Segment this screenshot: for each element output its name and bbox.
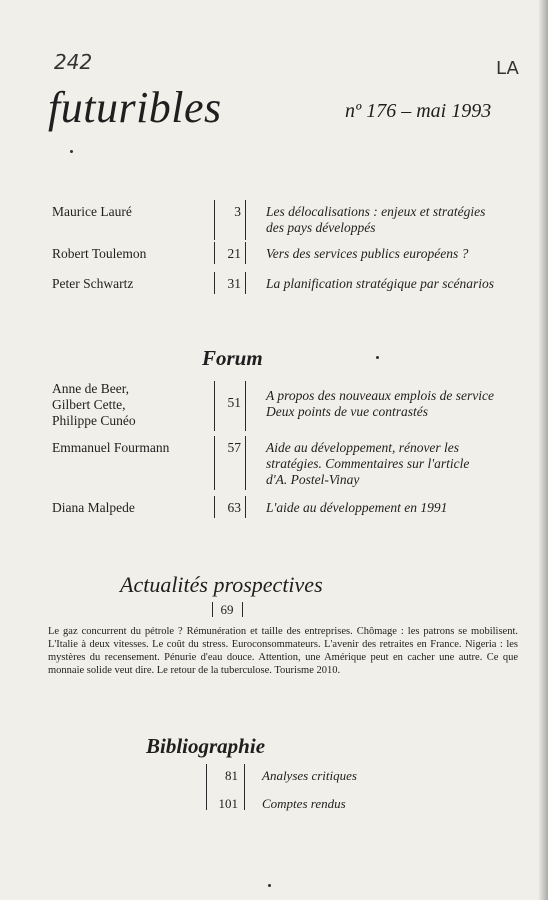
article-title-line: d'A. Postel-Vinay bbox=[266, 472, 360, 487]
actualites-summary: Le gaz concurrent du pétrole ? Rémunération et taille des entreprises. Chômage : les patrons se mobilisent. L'Italie à deux vitesses. Le coût du stress. Euroconsommateurs. L'avenir des retraites en France. Nigeria : les mystères du recensement. Pénurie d'eau douce. Attention, une Amérique peut en cacher une autre. Ce que monnaie solide veut dire. Le retour de la tuberculose. Tourisme 2010. bbox=[48, 626, 518, 676]
divider-left bbox=[214, 200, 215, 240]
divider-right bbox=[245, 200, 246, 240]
divider-left bbox=[214, 496, 215, 518]
page-number: 31 bbox=[227, 276, 241, 291]
article-title-line: stratégies. Commentaires sur l'article bbox=[266, 456, 470, 471]
divider-right bbox=[245, 272, 246, 294]
article-title-line: Aide au développement, rénover les bbox=[266, 440, 460, 455]
divider-left bbox=[214, 436, 215, 490]
article-author: Maurice Lauré bbox=[52, 204, 132, 219]
divider-right bbox=[244, 764, 245, 810]
article-title-line: A propos des nouveaux emplois de service bbox=[266, 388, 494, 403]
article-title-line: Deux points de vue contrastés bbox=[266, 404, 428, 419]
page-number: 101 bbox=[218, 796, 238, 811]
speck bbox=[376, 356, 379, 359]
divider-right bbox=[245, 242, 246, 264]
magazine-title: futuribles bbox=[48, 83, 222, 132]
article-title bbox=[266, 276, 516, 292]
divider-right bbox=[245, 496, 246, 518]
page-number: 63 bbox=[227, 500, 241, 515]
speck bbox=[70, 150, 73, 153]
divider-right bbox=[242, 602, 243, 617]
article-author: Peter Schwartz bbox=[52, 276, 134, 291]
divider-right bbox=[245, 381, 246, 431]
article-author: Robert Toulemon bbox=[52, 246, 147, 261]
article-title bbox=[266, 388, 516, 420]
page-number: 69 bbox=[220, 602, 234, 617]
article-author bbox=[52, 381, 136, 429]
author-line: Emmanuel Fourmann bbox=[52, 440, 170, 455]
article-title-line: Les délocalisations : enjeux et stratégies bbox=[266, 204, 486, 219]
author-line: Gilbert Cette, bbox=[52, 397, 126, 412]
bibliographie-item: Analyses critiques bbox=[262, 768, 357, 783]
actualites-heading: Actualités prospectives bbox=[120, 572, 323, 597]
article-author bbox=[52, 440, 169, 456]
handwritten-note-right: LA bbox=[496, 58, 519, 79]
author-line: Diana Malpede bbox=[52, 500, 135, 515]
article-title-line: Vers des services publics européens ? bbox=[266, 246, 469, 261]
page-number: 51 bbox=[227, 395, 241, 410]
page-number: 57 bbox=[227, 440, 241, 455]
bibliographie-item: Comptes rendus bbox=[262, 796, 346, 811]
page-number: 81 bbox=[225, 768, 238, 783]
speck bbox=[268, 884, 271, 887]
divider-left bbox=[214, 381, 215, 431]
page-edge-shadow bbox=[538, 0, 548, 900]
page-number: 3 bbox=[234, 204, 241, 219]
divider-left bbox=[214, 242, 215, 264]
article-title-line: La planification stratégique par scénarios bbox=[266, 276, 494, 291]
article-title bbox=[266, 440, 516, 488]
bibliographie-heading: Bibliographie bbox=[146, 734, 266, 758]
article-title bbox=[266, 204, 516, 236]
divider-left bbox=[214, 272, 215, 294]
page-number: 21 bbox=[227, 246, 241, 261]
divider-right bbox=[245, 436, 246, 490]
forum-heading: Forum bbox=[202, 346, 263, 370]
article-title-line: L'aide au développement en 1991 bbox=[266, 500, 448, 515]
article-title bbox=[266, 246, 516, 262]
handwritten-note-left: 242 bbox=[54, 50, 93, 74]
author-line: Anne de Beer, bbox=[52, 381, 130, 396]
author-line: Philippe Cunéo bbox=[52, 413, 136, 428]
issue-info: nº 176 – mai 1993 bbox=[345, 100, 492, 122]
article-author bbox=[52, 500, 135, 516]
article-title bbox=[266, 500, 516, 516]
article-title-line: des pays développés bbox=[266, 220, 376, 235]
